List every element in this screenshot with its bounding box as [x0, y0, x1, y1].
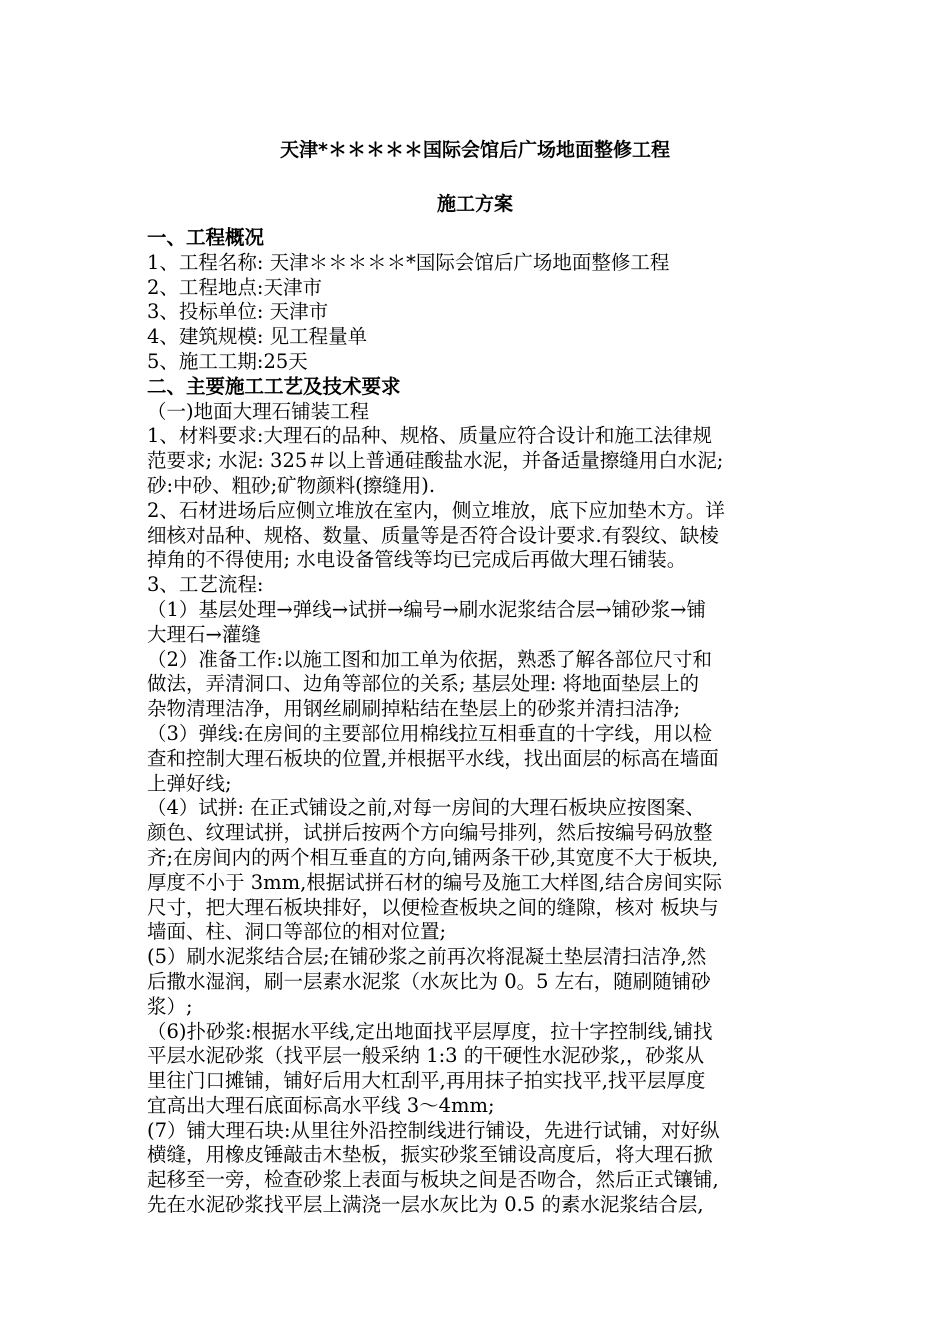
- text-line: 后撒水湿润，刷一层素水泥浆（水灰比为 0。5 左右，随刷随铺砂: [147, 969, 711, 993]
- text-line: 砂:中砂、粗砂;矿物颜料(擦缝用).: [147, 473, 436, 497]
- text-line: （4）试拼: 在正式铺设之前,对每一房间的大理石板块应按图案、: [147, 796, 705, 820]
- section-heading: 二、主要施工工艺及技术要求: [147, 374, 401, 398]
- text-line: 里往门口摊铺，铺好后用大杠刮平,再用抹子拍实找平,找平层厚度: [147, 1069, 706, 1093]
- text-line: 平层水泥砂浆（找平层一般采纳 1:3 的干硬性水泥砂浆,，砂浆从: [147, 1044, 704, 1068]
- text-line: 上弹好线;: [147, 771, 232, 795]
- text-line: (7）铺大理石块:从里往外沿控制线进行铺设，先进行试铺，对好纵: [147, 1118, 720, 1142]
- document-title: 天津*＊＊＊＊＊国际会馆后广场地面整修工程: [280, 139, 670, 161]
- text-line: （2）准备工作:以施工图和加工单为依据，熟悉了解各部位尺寸和: [147, 647, 712, 671]
- text-line: 范要求; 水泥: 325＃以上普通硅酸盐水泥，并备适量擦缝用白水泥;: [147, 449, 724, 473]
- text-line: 做法，弄清洞口、边角等部位的关系; 基层处理: 将地面垫层上的: [147, 672, 700, 696]
- text-line: 杂物清理洁净，用钢丝刷刷掉粘结在垫层上的砂浆并清扫洁净;: [147, 697, 681, 721]
- text-line: 宜高出大理石底面标高水平线 3～4mm;: [147, 1093, 495, 1117]
- text-line: 浆）;: [147, 994, 193, 1018]
- text-line: 墙面、柱、洞口等部位的相对位置;: [147, 920, 447, 944]
- text-line: （一)地面大理石铺装工程: [147, 399, 370, 423]
- text-line: 尺寸，把大理石板块排好，以便检查板块之间的缝隙，核对 板块与: [147, 895, 719, 919]
- text-line: 细核对品种、规格、数量、质量等是否符合设计要求.有裂纹、缺棱: [147, 523, 719, 547]
- document-subtitle: 施工方案: [436, 193, 513, 215]
- text-line: 5、施工工期:25天: [147, 349, 308, 373]
- text-line: (5）刷水泥浆结合层;在铺砂浆之前再次将混凝土垫层清扫洁净,然: [147, 945, 707, 969]
- text-line: 2、石材进场后应侧立堆放在室内，侧立堆放，底下应加垫木方。详: [147, 498, 725, 522]
- text-line: （1）基层处理→弹线→试拼→编号→刷水泥浆结合层→铺砂浆→铺: [147, 597, 706, 621]
- text-line: 4、建筑规模: 见工程量单: [147, 325, 368, 349]
- text-line: 3、投标单位: 天津市: [147, 300, 329, 324]
- text-line: 查和控制大理石板块的位置,并根据平水线，找出面层的标高在墙面: [147, 746, 719, 770]
- text-line: 横缝，用橡皮锤敲击木垫板，振实砂浆至铺设高度后，将大理石掀: [147, 1143, 713, 1167]
- text-line: （6)扑砂浆:根据水平线,定出地面找平层厚度，拉十字控制线,铺找: [147, 1019, 713, 1043]
- text-line: 大理石→灌缝: [147, 622, 261, 646]
- text-line: 1、工程名称: 天津＊＊＊＊＊*国际会馆后广场地面整修工程: [147, 250, 670, 274]
- text-line: （3）弹线:在房间的主要部位用棉线拉互相垂直的十字线，用以检: [147, 721, 712, 745]
- text-line: 先在水泥砂浆找平层上满浇一层水灰比为 0.5 的素水泥浆结合层,: [147, 1193, 704, 1217]
- section-heading: 一、工程概况: [147, 226, 265, 249]
- text-line: 3、工艺流程:: [147, 573, 264, 597]
- document-body: [147, 226, 807, 1218]
- text-line: 颜色、纹理试拼，试拼后按两个方向编号排列，然后按编号码放整: [147, 821, 713, 845]
- text-line: 齐;在房间内的两个相互垂直的方向,铺两条干砂,其宽度不大于板块,: [147, 845, 719, 869]
- text-line: 掉角的不得使用; 水电设备管线等均已完成后再做大理石铺装。: [147, 548, 687, 572]
- text-line: 1、材料要求:大理石的品种、规格、质量应符合设计和施工法律规: [147, 424, 712, 448]
- text-line: 起移至一旁，检查砂浆上表面与板块之间是否吻合，然后正式镶铺,: [147, 1168, 719, 1192]
- text-line: 厚度不小于 3mm,根据试拼石材的编号及施工大样图,结合房间实际: [147, 870, 722, 894]
- text-line: 2、工程地点:天津市: [147, 275, 322, 299]
